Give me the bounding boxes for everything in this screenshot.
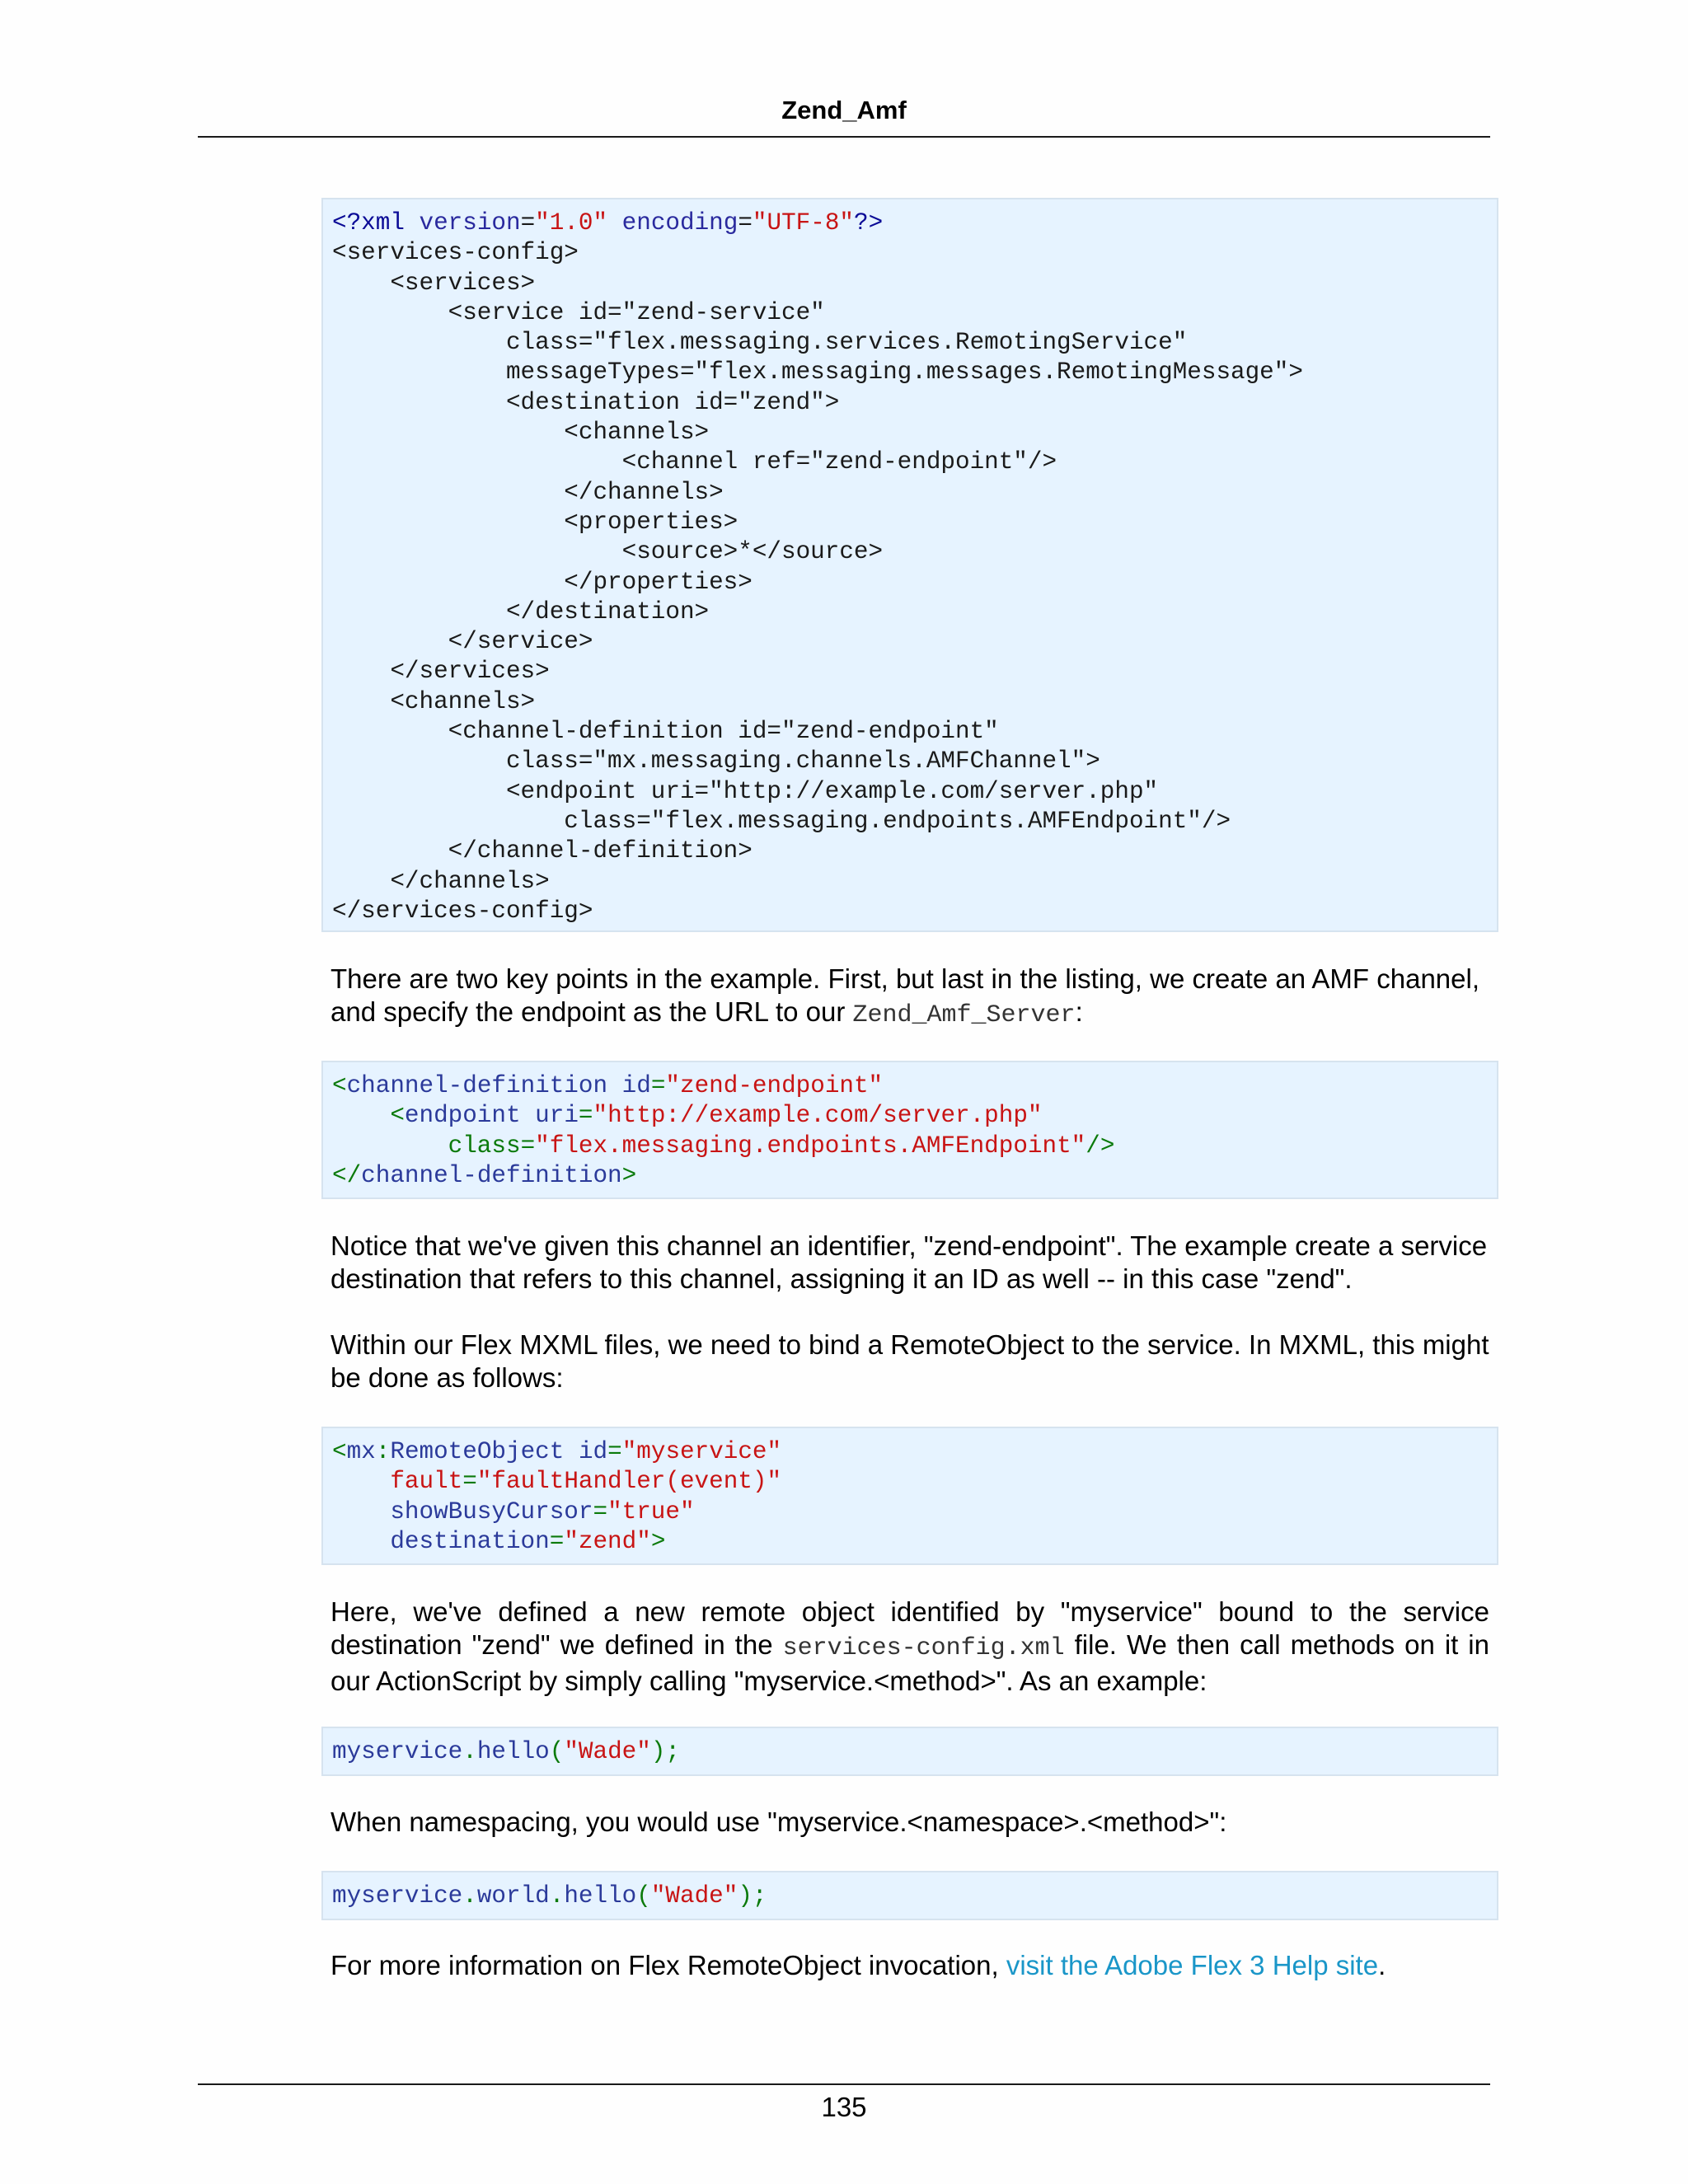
code-line	[332, 418, 1497, 448]
code-line	[332, 598, 1497, 627]
code-block-hello-call	[321, 1727, 1498, 1776]
code-line	[332, 687, 1497, 717]
code-token: myservice	[332, 1882, 463, 1910]
code-token: (	[549, 1738, 565, 1765]
code-token: "Wade"	[564, 1738, 651, 1765]
code-token: <services-config>	[332, 239, 579, 267]
code-line	[332, 238, 1497, 268]
code-token: =	[650, 1072, 666, 1099]
code-token: class="mx.messaging.channels.AMFChannel">	[332, 748, 1100, 776]
code-line	[332, 1161, 1497, 1191]
code-line	[332, 807, 1497, 837]
paragraph-text: For more information on Flex RemoteObject invocation,	[331, 1950, 1006, 1980]
code-line	[332, 1737, 1497, 1767]
code-token: =	[578, 1102, 593, 1130]
code-block-namespaced-call	[321, 1871, 1498, 1920]
code-token: />	[1085, 1132, 1115, 1160]
code-token: .	[549, 1882, 565, 1910]
code-token: world	[476, 1882, 550, 1910]
code-token: myservice	[332, 1738, 463, 1765]
code-token: .	[462, 1882, 477, 1910]
code-token: </	[332, 1161, 362, 1189]
code-token: <services>	[332, 269, 536, 297]
code-line	[332, 358, 1497, 387]
code-line	[332, 837, 1497, 866]
code-token: encoding	[621, 209, 738, 237]
code-line	[332, 388, 1497, 418]
code-token: =	[607, 1438, 622, 1465]
code-token: "true"	[607, 1497, 695, 1526]
code-token: =	[520, 1132, 536, 1160]
code-token: mx	[346, 1438, 376, 1465]
code-token: "1.0"	[535, 209, 608, 237]
code-token: <destination id="zend">	[332, 388, 840, 416]
code-token: class="flex.messaging.endpoints.AMFEndpoint"/>	[332, 807, 1231, 835]
paragraph-text: :	[1075, 996, 1083, 1027]
code-line	[332, 747, 1497, 776]
code-token: endpoint	[404, 1102, 521, 1130]
code-token: );	[650, 1738, 680, 1765]
inline-code: services-config.xml	[782, 1634, 1065, 1662]
code-token: <channels>	[332, 687, 536, 715]
code-line	[332, 1437, 1497, 1467]
code-line	[332, 209, 1497, 238]
code-line	[332, 657, 1497, 687]
code-token: >	[621, 1161, 637, 1189]
code-token: <service id="zend-service"	[332, 298, 825, 326]
code-token: channel-definition	[361, 1161, 622, 1189]
code-block-channel-definition	[321, 1061, 1498, 1199]
paragraph-more-info	[331, 1949, 1489, 1982]
code-token	[564, 1438, 579, 1465]
paragraph-text: There are two key points in the example. First, but last in the listing, we create an AMF channel,	[331, 963, 1480, 994]
code-token: =	[520, 209, 536, 237]
code-line	[332, 1101, 1497, 1131]
code-line	[332, 478, 1497, 508]
code-token: uri	[535, 1102, 579, 1130]
code-token: <endpoint uri="http://example.com/server.php"	[332, 777, 1159, 805]
code-token: .	[462, 1738, 477, 1765]
code-token: =	[462, 1468, 477, 1496]
code-line	[332, 537, 1497, 567]
code-token: <	[332, 1102, 405, 1130]
code-token: "zend"	[564, 1527, 651, 1555]
code-token: <	[332, 1438, 347, 1465]
code-token: "zend-endpoint"	[665, 1072, 884, 1099]
code-line	[332, 717, 1497, 747]
code-token: </services-config>	[332, 897, 593, 925]
inline-code: Zend_Amf_Server	[852, 1001, 1076, 1029]
paragraph-remote-object-explanation	[331, 1596, 1489, 1698]
code-line	[332, 1527, 1497, 1557]
code-line	[332, 328, 1497, 358]
paragraph-text: file. We then call methods on it in our ActionScript by simply calling "myservice.<method>". As an example:	[331, 1629, 1489, 1696]
code-token: "myservice"	[621, 1438, 782, 1465]
paragraph-identifier: Notice that we've given this channel an identifier, "zend-endpoint". The example create a service destination that refers to this channel, assigning it an ID as well -- in this case "zend".	[331, 1230, 1488, 1294]
page-number: 135	[821, 2092, 867, 2122]
footer-rule	[198, 2083, 1490, 2085]
code-token: "flex.messaging.endpoints.AMFEndpoint"	[535, 1132, 1086, 1160]
code-token: </channel-definition>	[332, 837, 753, 865]
code-token: >	[650, 1527, 666, 1555]
paragraph-namespacing: When namespacing, you would use "myservice.<namespace>.<method>":	[331, 1807, 1227, 1837]
code-token: <properties>	[332, 508, 738, 536]
code-token: <channels>	[332, 419, 710, 447]
header-rule	[198, 136, 1490, 138]
code-line	[332, 867, 1497, 897]
code-line	[332, 1132, 1497, 1161]
code-line	[332, 568, 1497, 598]
code-block-services-config	[321, 198, 1498, 932]
code-token: =	[549, 1527, 565, 1555]
code-token: (	[636, 1882, 651, 1910]
code-line	[332, 627, 1497, 657]
code-token: destination	[332, 1527, 550, 1555]
code-token: hello	[476, 1738, 550, 1765]
code-token: class="flex.messaging.services.RemotingService"	[332, 329, 1188, 357]
code-token: id	[621, 1072, 651, 1099]
code-block-remote-object	[321, 1427, 1498, 1565]
code-token: showBusyCursor	[332, 1497, 593, 1526]
code-token: =	[593, 1497, 608, 1526]
code-token: "UTF-8"	[752, 209, 854, 237]
code-token: <	[332, 1072, 347, 1099]
code-token: </service>	[332, 628, 593, 656]
code-token: <channel ref="zend-endpoint"/>	[332, 448, 1057, 476]
code-token: <source>*</source>	[332, 538, 884, 566]
code-line	[332, 269, 1497, 298]
code-token: id	[578, 1438, 608, 1465]
code-token: class	[332, 1132, 521, 1160]
code-token: channel-definition	[346, 1072, 608, 1099]
code-token: <?xml	[332, 209, 420, 237]
code-line	[332, 298, 1497, 328]
code-token: <channel-definition id="zend-endpoint"	[332, 718, 999, 746]
code-line	[332, 1071, 1497, 1101]
code-line	[332, 777, 1497, 807]
code-token: version	[419, 209, 521, 237]
paragraph-text: Here, we've defined a new remote object identified by "myservice" bound to the service destination "zend" we defined in the	[331, 1596, 1489, 1660]
code-line	[332, 508, 1497, 537]
code-line	[332, 448, 1497, 477]
code-token	[607, 1072, 622, 1099]
code-token: "http://example.com/server.php"	[593, 1102, 1043, 1130]
code-token: =	[738, 209, 753, 237]
code-token: "faultHandler(event)"	[476, 1468, 782, 1496]
code-token: ?>	[854, 209, 884, 237]
code-token: );	[738, 1882, 767, 1910]
code-token: </channels>	[332, 867, 550, 895]
adobe-flex-help-link[interactable]: visit the Adobe Flex 3 Help site	[1006, 1950, 1379, 1980]
code-token: </destination>	[332, 598, 710, 626]
paragraph-mxml-intro: Within our Flex MXML files, we need to bind a RemoteObject to the service. In MXML, this might be done as follows:	[331, 1329, 1489, 1393]
code-token: RemoteObject	[390, 1438, 565, 1465]
code-token: </properties>	[332, 568, 753, 596]
code-token: </services>	[332, 658, 550, 686]
code-token: messageTypes="flex.messaging.messages.RemotingMessage">	[332, 359, 1303, 387]
code-token: hello	[564, 1882, 637, 1910]
code-line	[332, 1882, 1497, 1911]
page-header-title: Zend_Amf	[781, 96, 907, 124]
code-token: fault	[332, 1468, 463, 1496]
code-token: "Wade"	[650, 1882, 738, 1910]
code-line	[332, 1497, 1497, 1527]
code-token	[521, 1102, 536, 1129]
code-line	[332, 897, 1497, 926]
code-line	[332, 1467, 1497, 1497]
code-token: </channels>	[332, 478, 724, 506]
code-token	[607, 209, 622, 237]
paragraph-key-points	[331, 963, 1489, 1032]
paragraph-text: .	[1378, 1950, 1386, 1980]
paragraph-text: and specify the endpoint as the URL to our	[331, 996, 853, 1027]
code-token: :	[375, 1438, 391, 1465]
